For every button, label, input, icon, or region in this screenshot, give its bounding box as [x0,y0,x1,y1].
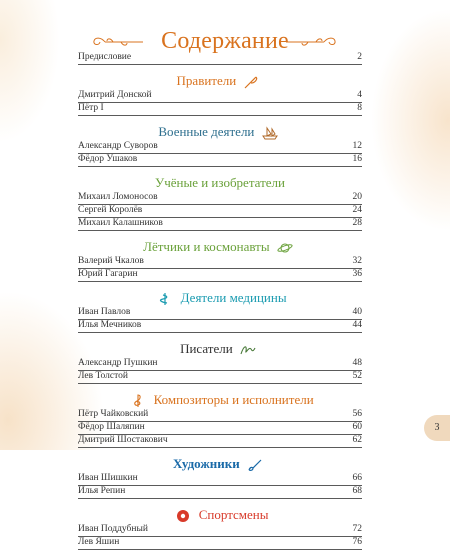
entry-page: 76 [352,537,362,547]
entry-name: Дмитрий Шостакович [78,435,168,445]
entry-page: 40 [352,307,362,317]
section-title: Спортсмены [198,507,269,522]
entry-page: 2 [357,52,362,62]
section-title: Композиторы и исполнители [153,392,314,407]
toc-entry[interactable] [78,90,362,103]
entry-page: 56 [352,409,362,419]
entry-name: Михаил Ломоносов [78,192,158,202]
entry-name: Илья Мечников [78,320,142,330]
entry-name: Александр Суворов [78,141,158,151]
entry-page: 12 [352,141,362,151]
entry-name: Дмитрий Донской [78,90,152,100]
toc-entry[interactable] [78,269,362,282]
soccer-ball-icon [175,509,191,523]
planet-icon [277,241,293,255]
section-title: Писатели [180,341,233,356]
entry-page: 20 [352,192,362,202]
entry-name: Илья Репин [78,486,126,496]
toc-entry[interactable] [78,103,362,116]
section-title: Военные деятели [158,124,255,139]
section-title: Художники [173,456,240,471]
paintbrush-icon [247,458,263,472]
entry-page: 4 [357,90,362,100]
page-number: 3 [424,415,450,441]
medical-snake-icon [157,292,173,306]
toc-entry[interactable] [78,218,362,231]
entry-page: 72 [352,524,362,534]
entry-name: Пётр I [78,103,104,113]
entry-page: 62 [352,435,362,445]
entry-name: Юрий Гагарин [78,269,138,279]
entry-page: 32 [352,256,362,266]
right-flourish-ornament [286,36,338,48]
section-heading-medicine [78,288,362,307]
quill-icon [243,75,259,89]
section-heading-athletes [78,505,362,524]
section-title: Деятели медицины [180,290,287,305]
entry-page: 60 [352,422,362,432]
entry-name: Фёдор Шаляпин [78,422,145,432]
section-title: Учёные и изобретатели [155,175,285,190]
section-heading-writers [78,339,362,358]
entry-page: 28 [352,218,362,228]
table-of-contents [78,52,362,550]
section-heading-scientists [78,173,362,192]
entry-page: 16 [352,154,362,164]
entry-name: Лев Толстой [78,371,128,381]
toc-entry[interactable] [78,154,362,167]
section-heading-military [78,122,362,141]
entry-name: Иван Шишкин [78,473,138,483]
section-heading-rulers [78,71,362,90]
entry-page: 52 [352,371,362,381]
entry-name: Фёдор Ушаков [78,154,138,164]
entry-name: Пётр Чайковский [78,409,149,419]
sailing-ship-icon [262,126,278,140]
section-title: Правители [176,73,237,88]
section-heading-artists [78,454,362,473]
section-title: Лётчики и космонавты [143,239,270,254]
entry-page: 8 [357,103,362,113]
entry-page: 48 [352,358,362,368]
signature-icon [240,343,256,357]
entry-name: Сергей Королёв [78,205,143,215]
section-heading-composers [78,390,362,409]
entry-name: Предисловие [78,52,132,62]
page-title: Содержание [161,28,289,54]
entry-page: 66 [352,473,362,483]
toc-entry[interactable] [78,435,362,448]
entry-page: 36 [352,269,362,279]
toc-entry[interactable] [78,320,362,333]
entry-name: Иван Поддубный [78,524,148,534]
toc-entry[interactable] [78,371,362,384]
entry-page: 24 [352,205,362,215]
toc-entry[interactable] [78,537,362,550]
section-heading-pilots [78,237,362,256]
entry-name: Валерий Чкалов [78,256,144,266]
entry-name: Михаил Калашников [78,218,163,228]
treble-clef-icon [130,394,146,408]
entry-name: Лев Яшин [78,537,120,547]
entry-name: Александр Пушкин [78,358,158,368]
toc-entry[interactable] [78,486,362,499]
entry-page: 68 [352,486,362,496]
toc-entry-preface[interactable] [78,52,362,65]
entry-page: 44 [352,320,362,330]
entry-name: Иван Павлов [78,307,131,317]
toc-entry[interactable] [78,524,362,537]
